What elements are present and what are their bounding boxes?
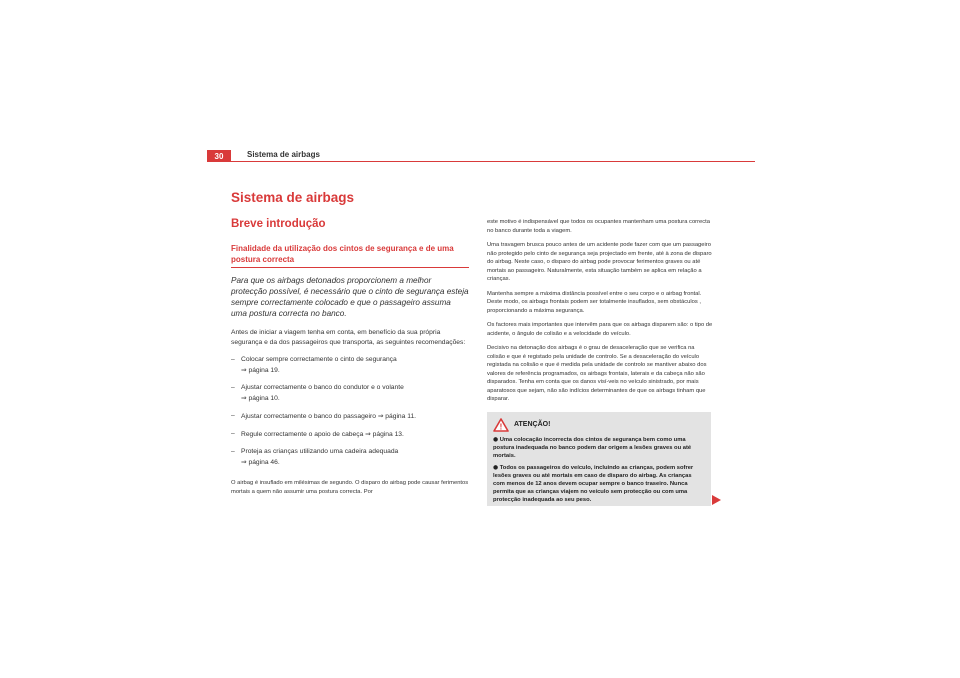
list-item: – Colocar sempre correctamente o cinto de segurança ⇒ página 19. [231, 355, 469, 376]
list-item: – Regule correctamente o apoio de cabeça ⇒ página 13. [231, 430, 404, 438]
arrow-icon: ⇒ [365, 430, 371, 438]
page-reference-link[interactable]: ⇒ página 13. [365, 430, 404, 438]
arrow-icon: ⇒ [377, 412, 384, 420]
warning-triangle-icon [493, 418, 509, 432]
section-heading: Finalidade da utilização dos cintos de segurança e de uma postura correcta [231, 243, 469, 268]
list-item: – Proteja as crianças utilizando uma cadeira adequada ⇒ página 46. [231, 447, 469, 468]
page-reference-link[interactable]: ⇒ página 11. [377, 412, 417, 420]
paragraph: Os factores mais importantes que intervêm para que os airbags disparem são: o tipo de acidente, o ângulo de colisão e a velocidade do veículo. [487, 322, 713, 337]
page-reference-link[interactable]: ⇒ página 19. [241, 366, 280, 374]
list-item: – Ajustar correctamente o banco do condutor e o volante ⇒ página 10. [231, 383, 469, 404]
warning-item: ● Todos os passageiros do veículo, incluindo as crianças, podem sofrer lesões graves ou até mortais em caso de disparo do airbag. As crianças com menos de 12 anos devem ocupar sempre o banco traseiro. Nunca permita que as crianças viajem no veículo sem protecção ou com uma protecção inadequada ao seu peso. [493, 465, 694, 503]
intro-paragraph: Para que os airbags detonados proporcionem a melhor protecção possível, é necessário que o cinto de segurança esteja sempre correctamente colocado e que o passageiro assuma uma postura correcta no banco. [231, 276, 469, 318]
warning-item: ● Uma colocação incorrecta dos cintos de segurança bem como uma postura inadequada no banco podem dar origem a lesões graves ou até mortais. [493, 437, 692, 459]
warning-header [493, 417, 705, 432]
left-column [231, 243, 469, 496]
paragraph: Uma travagem brusca pouco antes de um acidente pode fazer com que um passageiro não protegido pelo cinto de segurança seja projectado em frente, até à zona de disparo do airbag. Neste caso, o disparo do airbag pode provocar ferimentos graves ou até mortais ao passageiro. Naturalmente, esta situação também se aplica em relação a crianças. [487, 242, 712, 282]
arrow-icon: ⇒ [241, 394, 247, 402]
continue-arrow-icon [712, 495, 721, 505]
page-reference-link[interactable]: ⇒ página 46. [241, 458, 280, 466]
bullet-icon: ● [493, 465, 499, 471]
paragraph: este motivo é indispensável que todos os ocupantes mantenham uma postura correcta no banco durante toda a viagem. [487, 219, 710, 234]
warning-title: ATENÇÃO! [514, 421, 551, 428]
list-item: – Ajustar correctamente o banco do passageiro ⇒ página 11. [231, 412, 417, 420]
header-rule [207, 161, 755, 162]
arrow-icon: ⇒ [241, 458, 247, 466]
recommendation-list [231, 355, 469, 468]
svg-text:!: ! [499, 422, 503, 432]
paragraph: Mantenha sempre a máxima distância possível entre o seu corpo e o airbag frontal. Deste modo, os airbags frontais podem ser totalmente insuflados, sem obstáculos , proporcionando a máxima segurança. [487, 290, 702, 314]
right-column [487, 218, 713, 410]
body-paragraph: Antes de iniciar a viagem tenha em conta, em benefício da sua própria segurança e da dos passageiros que transporta, as seguintes recomendações: [231, 329, 466, 346]
warning-box [487, 412, 711, 506]
page-number: 30 [207, 150, 231, 162]
page-title: Sistema de airbags [231, 190, 355, 205]
page-subtitle: Breve introdução [231, 218, 326, 230]
running-title: Sistema de airbags [247, 150, 320, 159]
page-reference-link[interactable]: ⇒ página 10. [241, 394, 280, 402]
arrow-icon: ⇒ [241, 366, 247, 374]
paragraph: Decisivo na detonação dos airbags é o grau de desaceleração que se verifica na colisão e que é registado pela unidade de controlo. Se a desaceleração do veículo registada na colisão e que é medida pela unidade de controlo se mantiver abaixo dos valores de referência programados, os airbags frontais, laterais e da cabeça não são disparados. Tenha em conta que os danos visí-veis no veículo sinistrado, por mais aparatosos que sejam, não são indícios determinantes de que os airbags tinham que disparar. [487, 345, 707, 402]
bullet-icon: ● [493, 437, 499, 443]
note-paragraph: O airbag é insuflado em milésimas de segundo. O disparo do airbag pode causar ferimentos mortais a quem não assumir uma postura correcta. Por [231, 480, 469, 495]
